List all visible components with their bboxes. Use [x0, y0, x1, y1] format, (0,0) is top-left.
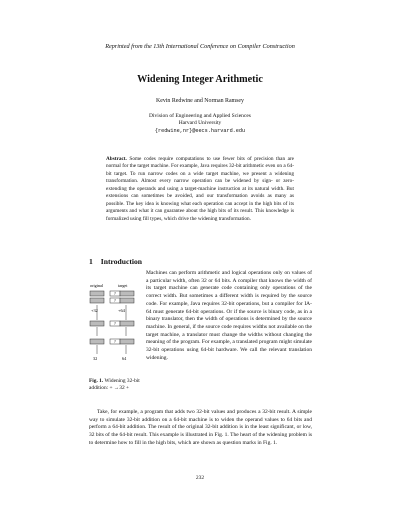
operand-target-low-b — [120, 298, 134, 303]
question-mark-b: ? — [114, 298, 116, 304]
lower-target-low — [120, 339, 134, 344]
figure-caption-text: Widening 32-bit addition: + →32 + — [89, 378, 140, 392]
affiliation-division: Division of Engineering and Applied Sciences — [149, 113, 251, 119]
operator-64: +64 — [118, 308, 125, 313]
figure-widening-diagram — [88, 276, 140, 376]
section-heading — [89, 257, 142, 266]
section-number: 1 — [89, 257, 93, 266]
question-mark-result: ? — [114, 321, 116, 327]
lower-original-box — [90, 339, 104, 344]
figure-caption-label: Fig. 1. — [89, 378, 104, 384]
operand-target-low-a — [120, 291, 134, 296]
section-title: Introduction — [100, 257, 143, 266]
operator-32: +32 — [91, 308, 98, 313]
intro-paragraph-2-block — [89, 409, 312, 448]
abstract — [106, 156, 294, 223]
question-mark-lower: ? — [114, 339, 116, 345]
page-number: 232 — [195, 475, 205, 481]
operand-original-b — [90, 298, 104, 303]
result-original — [90, 321, 104, 326]
reprint-note: Reprinted from the 13th International Conference on Compiler Construction — [105, 43, 295, 50]
operand-original-a — [90, 291, 104, 296]
question-mark-a: ? — [114, 291, 116, 297]
intro-paragraph-1: Machines can perform arithmetic and logical operations only on values of a particular width, often 32 or 64 bits. A compiler that knows the width of its target machine can generate code containing only operations of the correct width. But sometimes a different width is required by the source code. For example, Java requires 32-bit operations, but a compiler for IA-64 must generate 64-bit operations. Or if the source is binary code, as in a binary translator, then the width of operations is determined by the source machine. In general, if the source code requires widths not available on the target machine, a translator must change the widths without changing the meaning of the program. For example, a translated program might simulate 32-bit operations using 64-bit hardware. We call the relevant translation widening. — [146, 270, 312, 361]
affiliation-block — [0, 113, 400, 135]
author-email: {redwine,nr}@eecs.harvard.edu — [154, 127, 246, 134]
abstract-label: Abstract. — [106, 156, 127, 162]
intro-paragraph-2: Take, for example, a program that adds two 32-bit values and produces a 32-bit result. A simple way to simulate 32-bit addition on a 64-bit machine is to widen the operand values to 64 bits and perform a 64-bit addition. The result of the original 32-bit addition is in the least significant, or low, 32 bits of the 64-bit result. This example is illustrated in Fig. 1. The heart of the widening problem is to determine how to fill in the high bits, which are shown as question marks in Fig. 1. — [89, 409, 312, 446]
figure-bottom-label-64: 64 — [122, 356, 127, 361]
figure-bottom-label-32: 32 — [93, 356, 98, 361]
figure-label-target: target — [118, 283, 128, 288]
affiliation-university: Harvard University — [178, 120, 222, 127]
figure-caption — [89, 378, 141, 393]
result-target-low — [120, 321, 134, 326]
paper-title: Widening Integer Arithmetic — [137, 74, 263, 85]
figure-label-original: original — [90, 283, 104, 288]
paper-authors: Kevin Redwine and Norman Ramsey — [155, 98, 244, 104]
abstract-text: Some codes require computations to use fewer bits of precision than are normal for the target machine. For example, Java requires 32-bit arithmetic even on a 64-bit target. To run narrow codes on a wide target machine, we present a widening transformation. Almost every narrow operation can be widened by sign- or zero-extending the operands and using a target-machine instruction at its natural width. But extensions can sometimes be avoided, and our transformation avoids as many as possible. The key idea is knowing what each operation can accept in the high bits of its arguments and what it can guarantee about the high bits of its result. This knowledge is formalized using fill types, which drive the widening transformation. — [106, 156, 295, 222]
